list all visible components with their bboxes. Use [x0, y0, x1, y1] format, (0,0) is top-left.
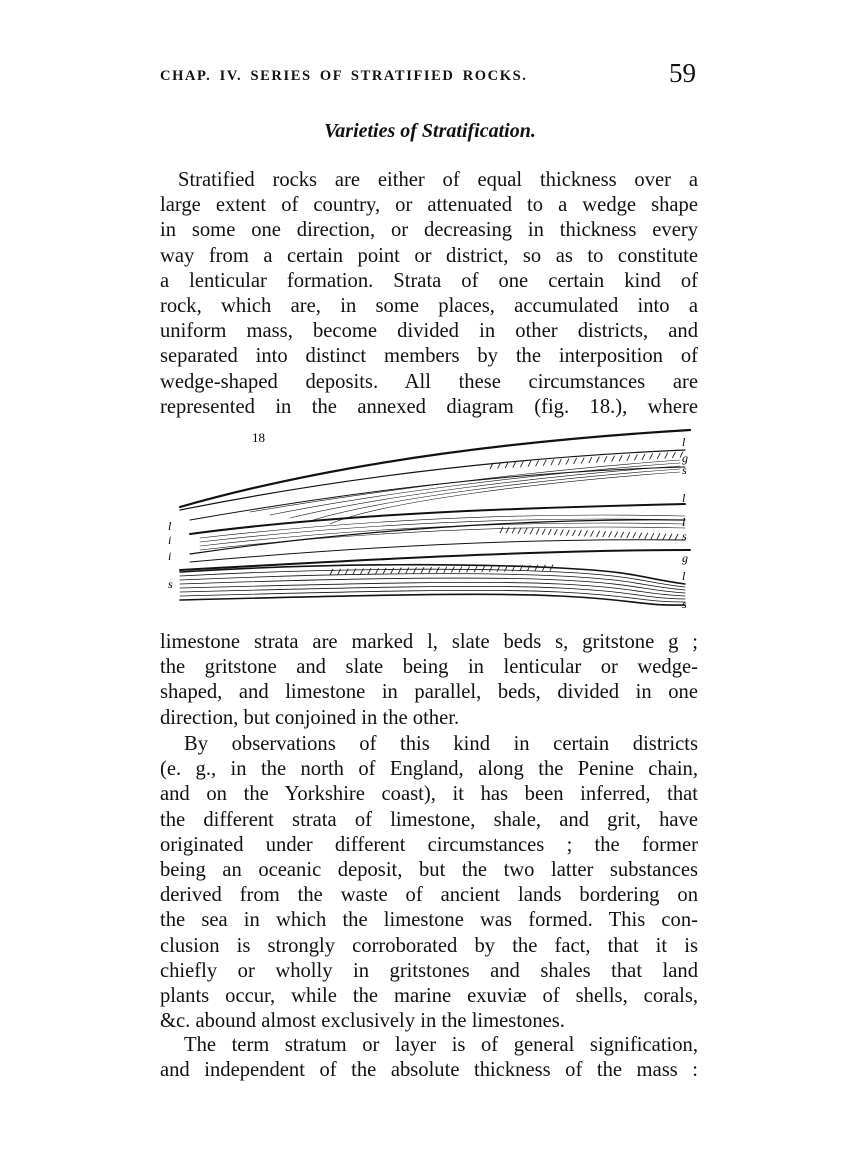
paragraph-2	[160, 630, 698, 731]
gritstone-hatch	[376, 568, 379, 574]
figure-right-label: s	[682, 463, 687, 477]
gritstone-hatch	[589, 457, 592, 463]
figure-left-label: s	[168, 577, 173, 591]
gritstone-hatch	[444, 567, 447, 573]
gritstone-hatch	[642, 454, 645, 460]
gritstone-hatch	[634, 454, 637, 460]
text-line: plants occur, while the marine exuviæ of shells, corals,	[160, 984, 698, 1007]
gritstone-hatch	[413, 567, 416, 573]
text-line: large extent of country, or attenuated to a wedge shape	[160, 194, 698, 217]
text-line: &c. abound almost exclusively in the limestones.	[160, 1010, 565, 1033]
gritstone-hatch	[566, 530, 569, 536]
running-head: CHAP. IV. SERIES OF STRATIFIED ROCKS.	[160, 68, 528, 84]
gritstone-hatch	[572, 530, 575, 536]
stratum-line	[180, 450, 685, 510]
strata-diagram	[160, 422, 705, 622]
gritstone-hatch	[518, 528, 521, 534]
text-line: being an oceanic deposit, but the two latter substances	[160, 858, 698, 881]
text-line: the different strata of limestone, shale, and grit, have	[160, 808, 698, 831]
text-line: The term stratum or layer is of general signification,	[184, 1034, 698, 1056]
gritstone-hatch	[591, 531, 594, 537]
gritstone-hatch	[597, 531, 600, 537]
strata-diagram-svg	[160, 422, 705, 622]
gritstone-hatch	[436, 567, 439, 573]
figure-right-label: l	[682, 491, 686, 505]
figure-right-label: g	[682, 551, 688, 565]
gritstone-hatch	[645, 533, 648, 539]
text-line: and on the Yorkshire coast), it has been inferred, that	[160, 783, 698, 806]
gritstone-hatch	[536, 528, 539, 534]
paragraph-3	[160, 732, 698, 1034]
gritstone-hatch	[612, 456, 615, 462]
slate-bed-line	[180, 586, 685, 599]
figure-right-label: l	[682, 515, 686, 529]
text-line: wedge-shaped deposits. All these circumstances are	[160, 370, 698, 393]
gritstone-hatch	[566, 458, 569, 464]
gritstone-hatch	[528, 461, 531, 467]
gritstone-hatch	[574, 458, 577, 464]
text-line: way from a certain point or district, so as to constitute	[160, 244, 698, 267]
gritstone-hatch	[615, 532, 618, 538]
gritstone-hatch	[604, 456, 607, 462]
gritstone-hatch	[383, 568, 386, 574]
gritstone-hatch	[551, 459, 554, 465]
text-line: represented in the annexed diagram (fig. 18.), where	[160, 395, 698, 418]
figure-right-label: s	[682, 597, 687, 611]
gritstone-hatch	[398, 568, 401, 574]
text-line: clusion is strongly corroborated by the fact, that it is	[160, 934, 698, 957]
page-header	[160, 58, 700, 92]
gritstone-hatch	[609, 531, 612, 537]
figure-right-label: l	[682, 435, 686, 449]
gritstone-hatch	[578, 530, 581, 536]
gritstone-hatch	[536, 460, 539, 466]
gritstone-hatch	[548, 529, 551, 535]
gritstone-hatch	[391, 568, 394, 574]
gritstone-hatch	[675, 534, 678, 540]
text-line: derived from the waste of ancient lands bordering on	[160, 884, 698, 907]
gritstone-hatch	[581, 458, 584, 464]
gritstone-hatch	[669, 534, 672, 540]
gritstone-hatch	[619, 455, 622, 461]
gritstone-hatch	[627, 532, 630, 538]
gritstone-hatch	[497, 566, 500, 572]
gritstone-hatch	[621, 532, 624, 538]
text-line: uniform mass, become divided in other districts, and	[160, 320, 698, 343]
gritstone-hatch	[650, 453, 653, 459]
slate-bed-line	[310, 469, 680, 521]
figure-number: 18	[252, 430, 265, 445]
gritstone-hatch	[406, 567, 409, 573]
text-line: rock, which are, in some places, accumulated into a	[160, 294, 698, 317]
gritstone-hatch	[360, 568, 363, 574]
section-title: Varieties of Stratification.	[324, 120, 536, 142]
text-line: a lenticular formation. Strata of one certain kind of	[160, 269, 698, 292]
gritstone-hatch	[505, 462, 508, 468]
figure-right-label: l	[682, 569, 686, 583]
text-line: chiefly or wholly in gritstones and shales that land	[160, 959, 698, 982]
text-line: originated under different circumstances ; the former	[160, 833, 698, 856]
figure-left-label: i	[168, 533, 172, 547]
text-line: shaped, and limestone in parallel, beds, divided in one	[160, 681, 698, 704]
figure-left-label: l	[168, 519, 172, 533]
text-line: the sea in which the limestone was formed. This con-	[160, 909, 698, 932]
figure-right-label: g	[682, 451, 688, 465]
gritstone-hatch	[554, 529, 557, 535]
gritstone-hatch	[596, 457, 599, 463]
gritstone-hatch	[542, 529, 545, 535]
page-number: 59	[669, 58, 696, 88]
gritstone-hatch	[663, 534, 666, 540]
gritstone-hatch	[421, 567, 424, 573]
paragraph-4	[160, 1033, 698, 1083]
text-line: and independent of the absolute thickness of the mass :	[160, 1059, 698, 1082]
figure-right-label: s	[682, 529, 687, 543]
gritstone-hatch	[368, 568, 371, 574]
gritstone-hatch	[633, 532, 636, 538]
text-line: in some one direction, or decreasing in thickness every	[160, 219, 698, 242]
gritstone-hatch	[530, 528, 533, 534]
gritstone-hatch	[429, 567, 432, 573]
gritstone-hatch	[482, 566, 485, 572]
gritstone-hatch	[584, 530, 587, 536]
gritstone-hatch	[657, 453, 660, 459]
text-line: direction, but conjoined in the other.	[160, 706, 460, 729]
gritstone-hatch	[672, 452, 675, 458]
gritstone-hatch	[657, 533, 660, 539]
stratum-line	[180, 550, 690, 570]
gritstone-hatch	[543, 460, 546, 466]
text-line: the gritstone and slate being in lenticular or wedge-	[160, 656, 698, 679]
text-line: By observations of this kind in certain districts	[184, 733, 698, 755]
text-line: (e. g., in the north of England, along the Penine chain,	[160, 758, 698, 781]
text-line: separated into distinct members by the interposition of	[160, 345, 698, 368]
gritstone-hatch	[665, 453, 668, 459]
gritstone-hatch	[639, 533, 642, 539]
gritstone-hatch	[513, 462, 516, 468]
slate-bed-line	[180, 565, 685, 584]
gritstone-hatch	[603, 531, 606, 537]
gritstone-hatch	[500, 527, 503, 533]
gritstone-hatch	[535, 565, 538, 571]
gritstone-hatch	[353, 569, 356, 575]
gritstone-hatch	[520, 461, 523, 467]
gritstone-hatch	[560, 529, 563, 535]
text-line: Stratified rocks are either of equal thickness over a	[178, 169, 698, 191]
text-line: limestone strata are marked l, slate beds s, gritstone g ;	[160, 631, 698, 653]
paragraph-1	[160, 168, 698, 420]
gritstone-hatch	[558, 459, 561, 465]
gritstone-hatch	[489, 566, 492, 572]
gritstone-hatch	[651, 533, 654, 539]
gritstone-hatch	[627, 455, 630, 461]
figure-left-label: i	[168, 549, 172, 563]
gritstone-hatch	[524, 528, 527, 534]
